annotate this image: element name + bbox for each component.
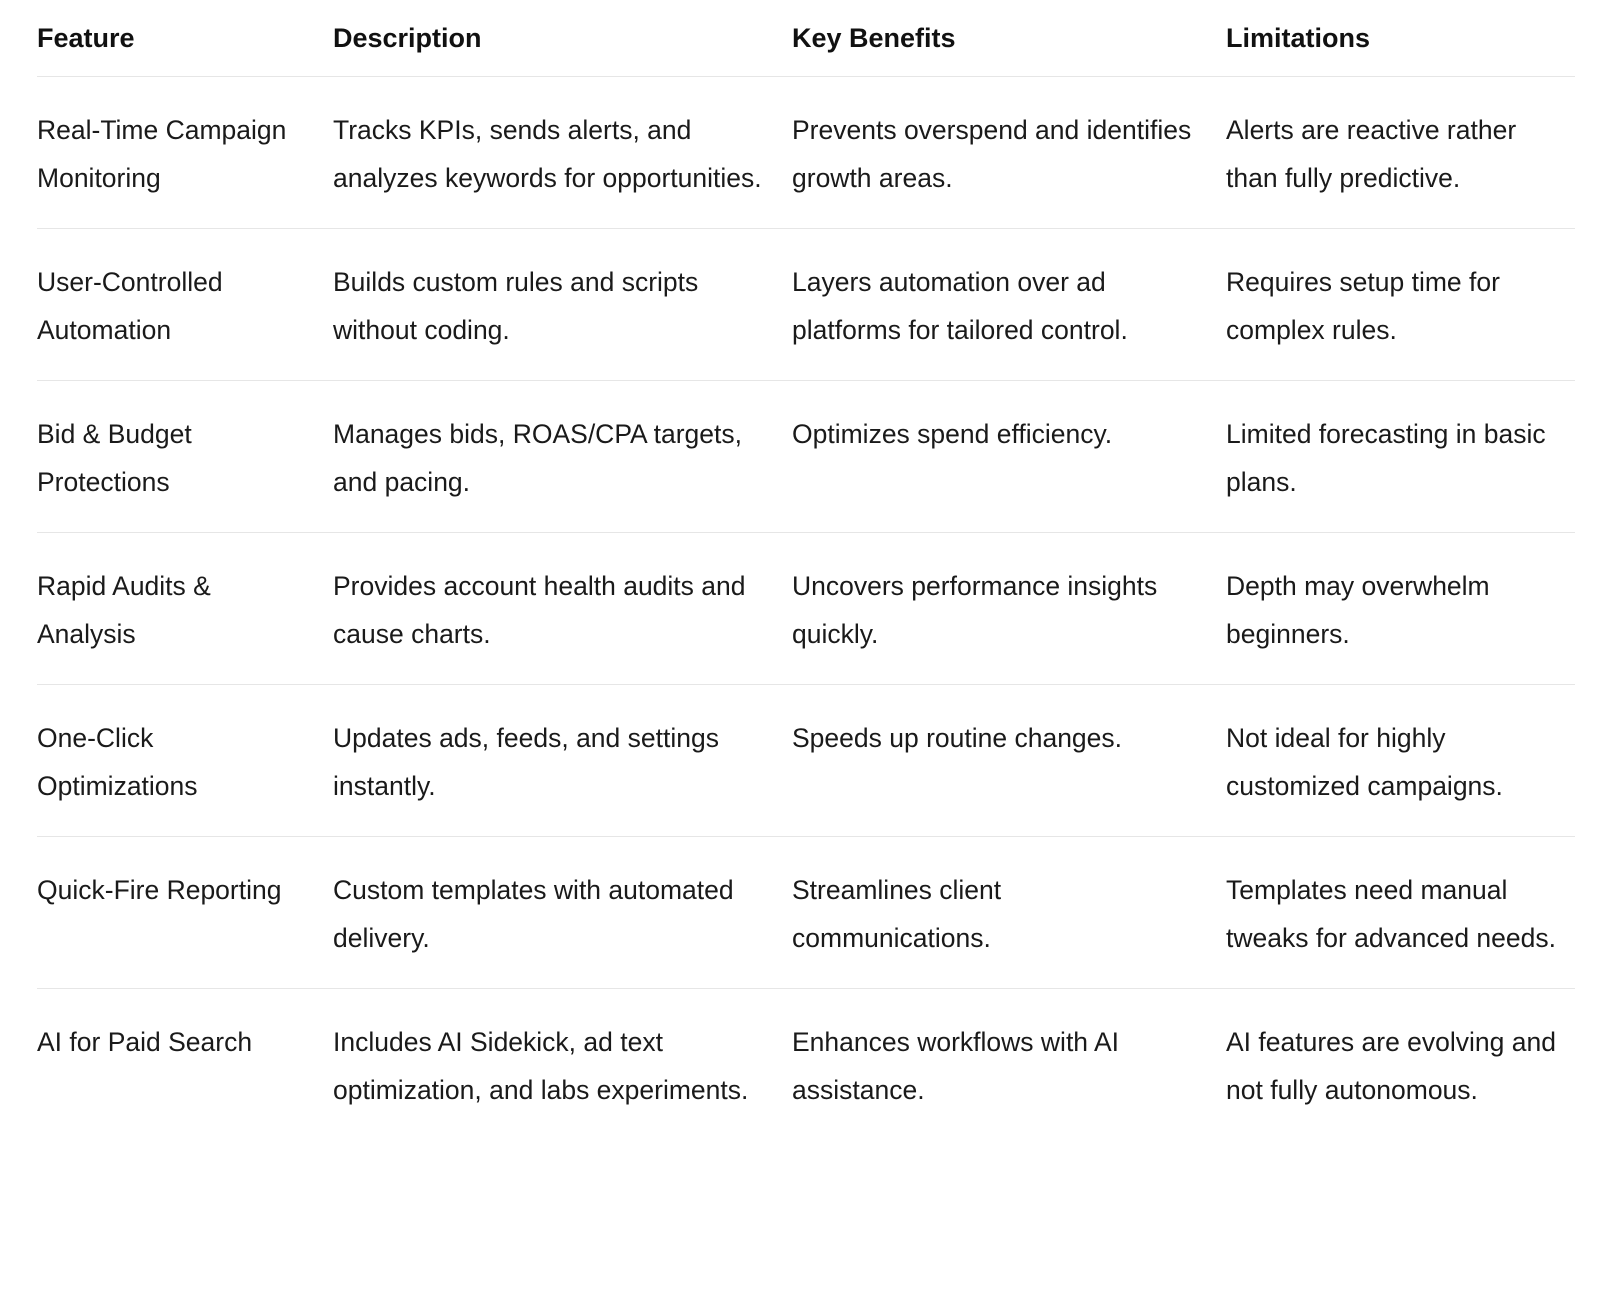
header-key-benefits: Key Benefits (792, 23, 956, 53)
benefits-cell: Optimizes spend efficiency. (792, 419, 1113, 449)
header-description: Description (333, 23, 482, 53)
header-limitations: Limitations (1226, 23, 1371, 53)
feature-cell: One-Click Optimizations (37, 723, 198, 801)
benefits-cell: Streamlines client communications. (792, 875, 1002, 953)
table-row (37, 685, 1575, 837)
table-row (37, 533, 1575, 685)
limitations-cell: Limited forecasting in basic plans. (1226, 419, 1546, 497)
table-row (37, 381, 1575, 533)
limitations-cell: Requires setup time for complex rules. (1226, 267, 1500, 345)
feature-cell: Bid & Budget Protections (37, 419, 192, 497)
description-cell: Tracks KPIs, sends alerts, and analyzes keywords for opportunities. (333, 115, 762, 193)
benefits-cell: Enhances workflows with AI assistance. (792, 1027, 1119, 1105)
description-cell: Builds custom rules and scripts without coding. (333, 267, 699, 345)
limitations-cell: Templates need manual tweaks for advanced needs. (1226, 875, 1556, 953)
description-cell: Custom templates with automated delivery. (333, 875, 734, 953)
limitations-cell: AI features are evolving and not fully autonomous. (1226, 1027, 1556, 1105)
feature-cell: Rapid Audits & Analysis (37, 571, 211, 649)
table-row (37, 989, 1575, 1140)
benefits-cell: Uncovers performance insights quickly. (792, 571, 1158, 649)
benefits-cell: Prevents overspend and identifies growth areas. (792, 115, 1192, 193)
description-cell: Includes AI Sidekick, ad text optimization, and labs experiments. (333, 1027, 749, 1105)
limitations-cell: Depth may overwhelm beginners. (1226, 571, 1490, 649)
table-row (37, 77, 1575, 229)
feature-cell: Real-Time Campaign Monitoring (37, 115, 287, 193)
feature-cell: AI for Paid Search (37, 1027, 253, 1057)
limitations-cell: Not ideal for highly customized campaigns. (1226, 723, 1503, 801)
description-cell: Updates ads, feeds, and settings instantly. (333, 723, 719, 801)
feature-cell: Quick-Fire Reporting (37, 875, 282, 905)
description-cell: Provides account health audits and cause charts. (333, 571, 746, 649)
benefits-cell: Layers automation over ad platforms for tailored control. (792, 267, 1128, 345)
table-row (37, 229, 1575, 381)
description-cell: Manages bids, ROAS/CPA targets, and pacing. (333, 419, 742, 497)
feature-cell: User-Controlled Automation (37, 267, 223, 345)
limitations-cell: Alerts are reactive rather than fully predictive. (1226, 115, 1517, 193)
header-feature: Feature (37, 23, 135, 53)
benefits-cell: Speeds up routine changes. (792, 723, 1123, 753)
table-header-row (37, 0, 1575, 77)
feature-comparison-table (37, 0, 1575, 1140)
table-row (37, 837, 1575, 989)
